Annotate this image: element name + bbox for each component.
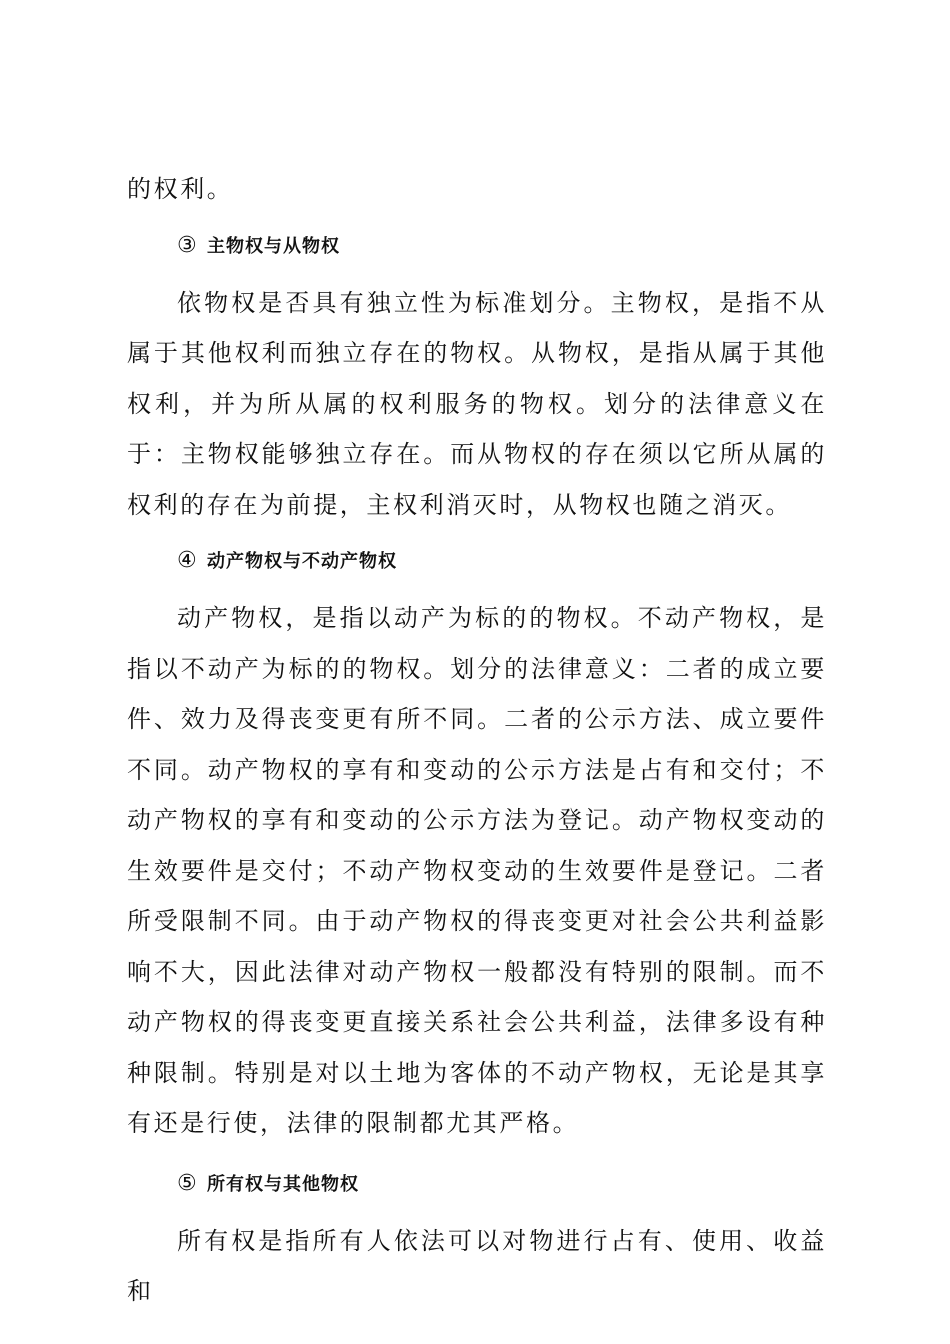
section-title-3: 主物权与从物权 bbox=[207, 235, 341, 257]
section-number-3: ③ bbox=[177, 232, 198, 258]
section-paragraph-3: 依物权是否具有独立性为标准划分。主物权，是指不从属于其他权利而独立存在的物权。从物权，是指从属于其他权利，并为所从属的权利服务的物权。划分的法律意义在于：主物权能够独立存在。而从物权的存在须以它所从属的权利的存在为前提，主权利消灭时，从物权也随之消灭。 bbox=[127, 288, 827, 519]
carryover-text: 的权利。 bbox=[127, 175, 234, 203]
section-number-5: ⑤ bbox=[177, 1170, 198, 1196]
section-number-4: ④ bbox=[177, 548, 198, 573]
section-paragraph-4: 动产物权，是指以动产为标的的物权。不动产物权，是指以不动产为标的的物权。划分的法律意义：二者的成立要件、效力及得丧变更有所不同。二者的公示方法、成立要件不同。动产物权的享有和变动的公示方法是占有和交付；不动产物权的享有和变动的公示方法为登记。动产物权变动的生效要件是交付；不动产物权变动的生效要件是登记。二者所受限制不同。由于动产物权的得丧变更对社会公共利益影响不大，因此法律对动产物权一般都没有特别的限制。而不动产物权的得丧变更直接关系社会公共利益，法律多设有种种限制。特别是对以土地为客体的不动产物权，无论是其享有还是行使，法律的限制都尤其严格。 bbox=[127, 604, 827, 1137]
section-heading-3 bbox=[127, 223, 827, 270]
section-title-4: 动产物权与不动产物权 bbox=[207, 551, 398, 572]
section-title-5: 所有权与其他物权 bbox=[207, 1173, 360, 1195]
section-heading-5 bbox=[127, 1161, 827, 1208]
section-paragraph-5: 所有权是指所有人依法可以对物进行占有、使用、收益和 bbox=[127, 1226, 827, 1305]
document-body bbox=[127, 164, 827, 1317]
section-heading-4 bbox=[127, 538, 827, 585]
